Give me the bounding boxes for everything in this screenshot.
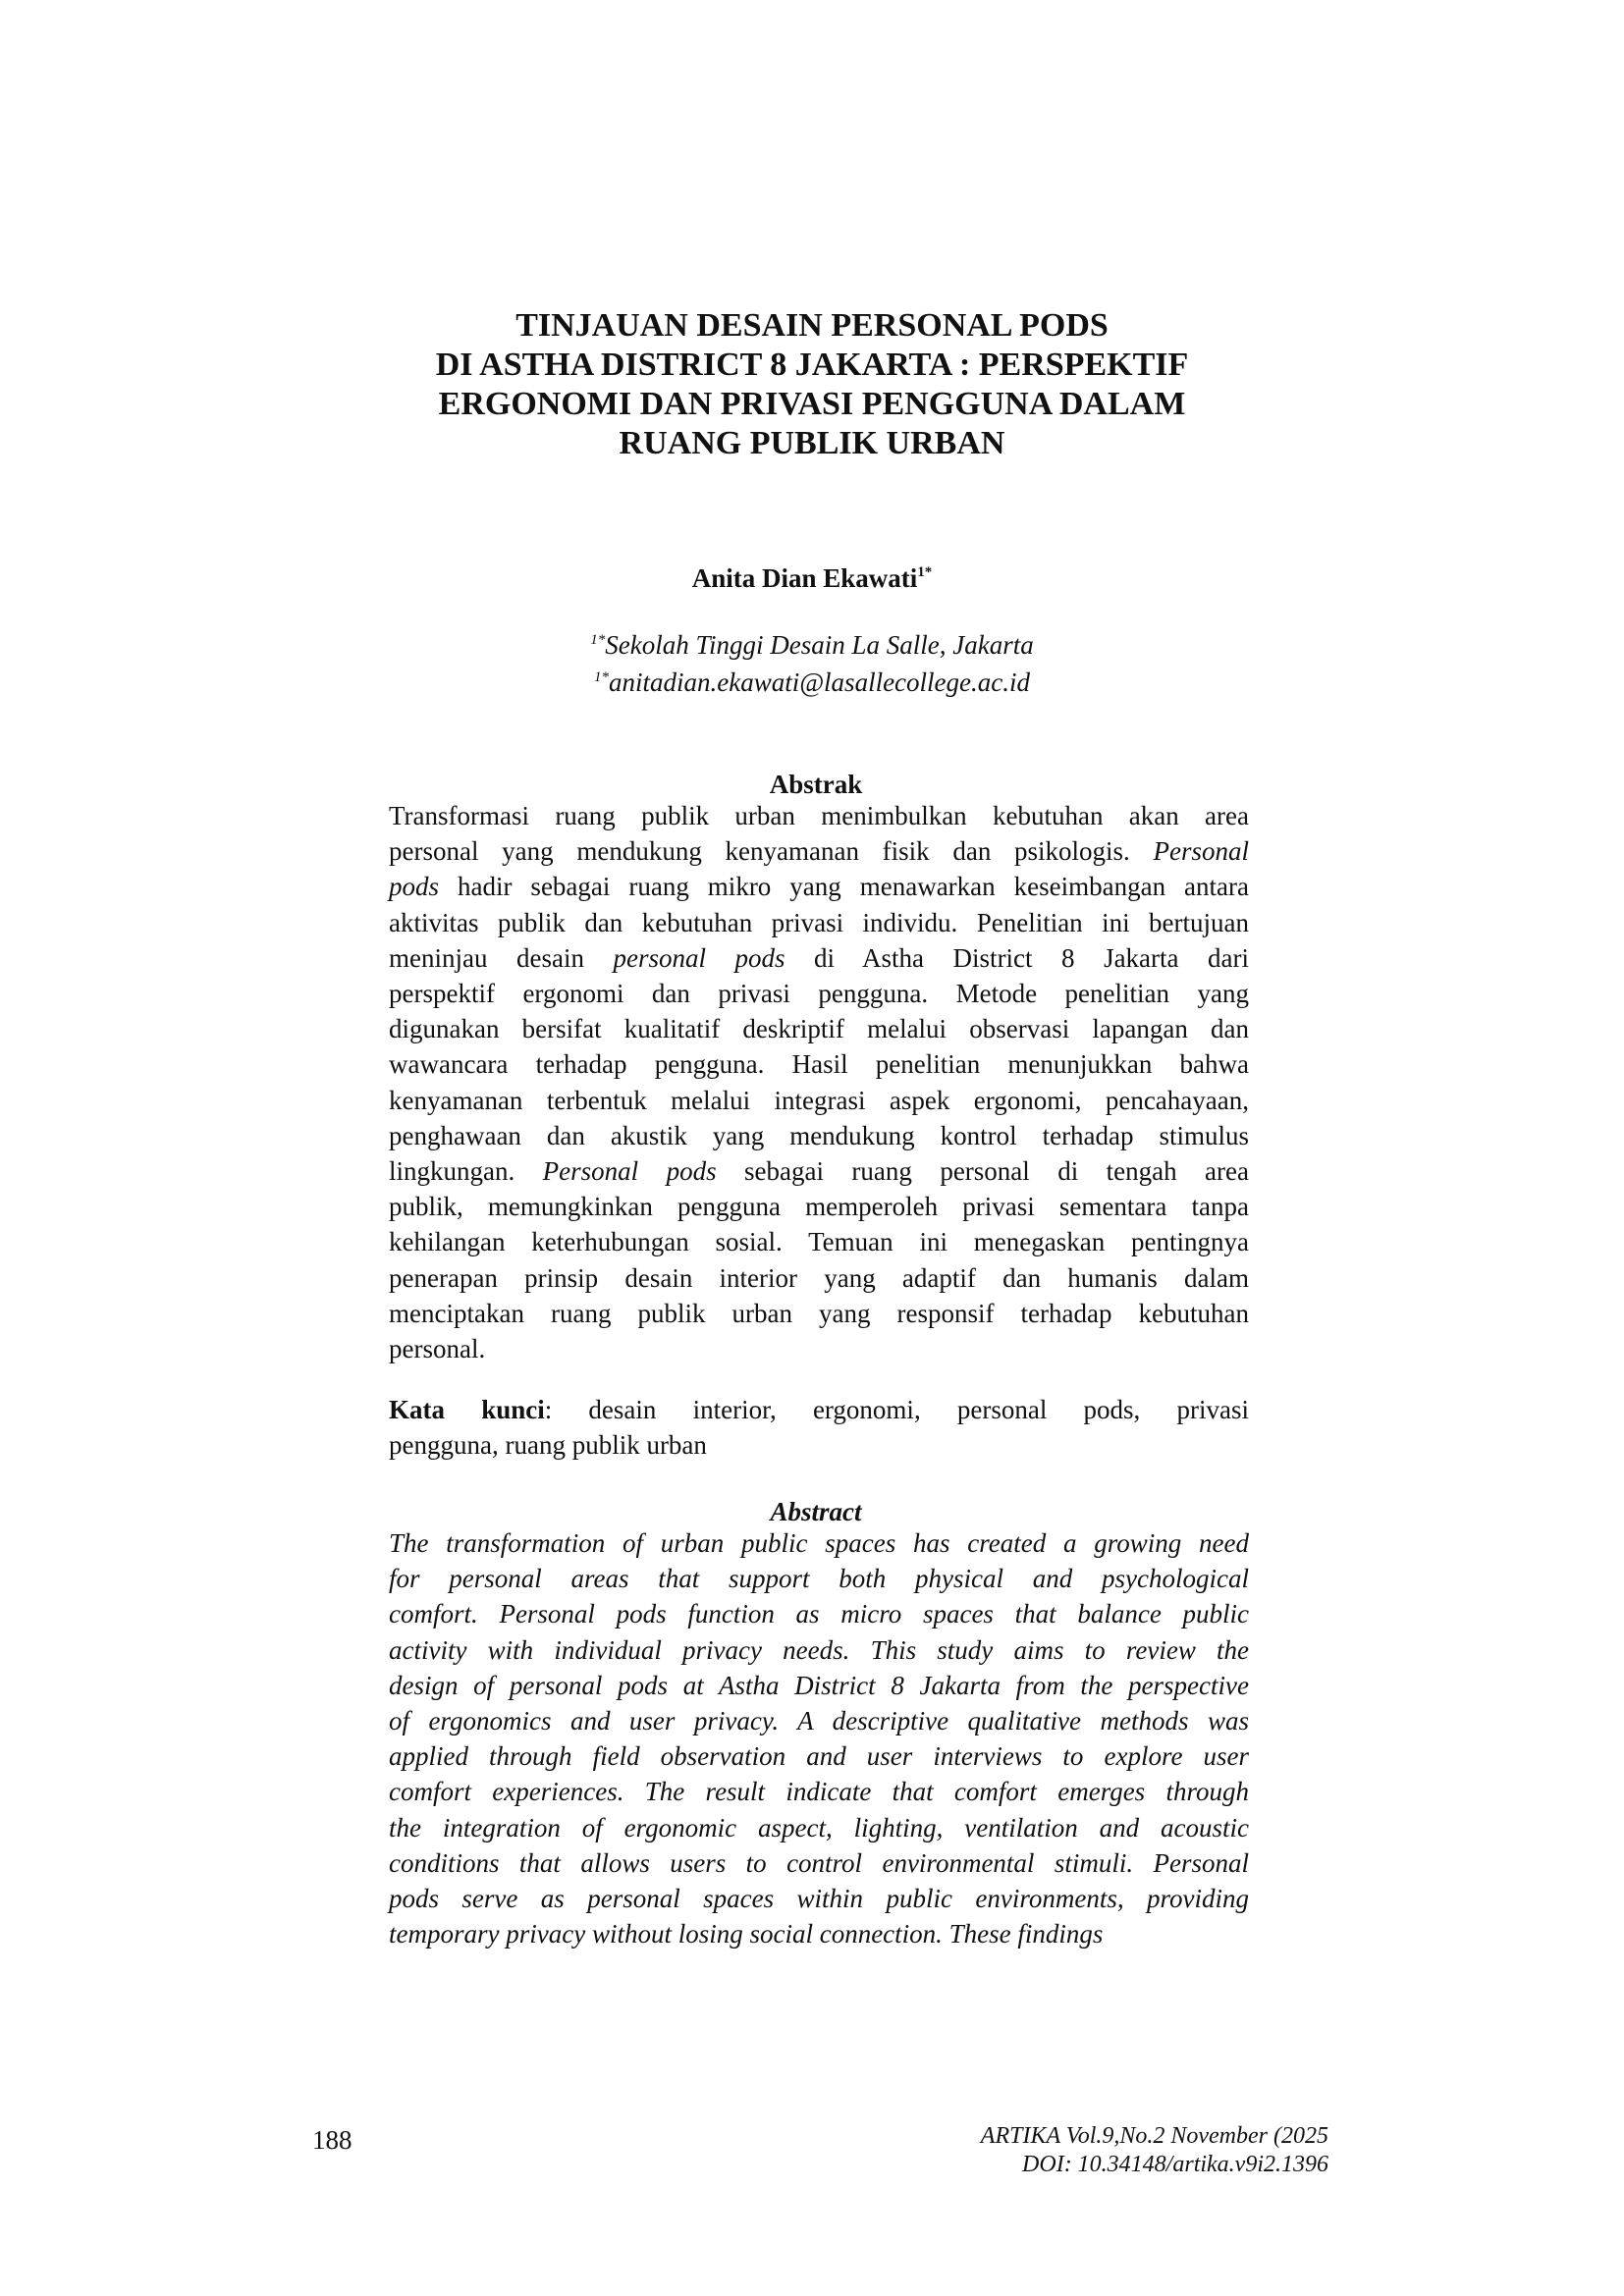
abstract-line: temporary privacy without losing social connection. These findings: [389, 1919, 1104, 1949]
abstrak-line: personal yang mendukung kenyamanan fisik dan psikologis. Personal: [389, 836, 1249, 867]
author: [295, 562, 1329, 594]
abstrak-line: menciptakan ruang publik urban yang responsif terhadap kebutuhan: [389, 1298, 1249, 1328]
abstrak-line: pods hadir sebagai ruang mikro yang menawarkan keseimbangan antara: [389, 872, 1249, 902]
abstract-line: the integration of ergonomic aspect, lighting, ventilation and acoustic: [389, 1812, 1249, 1842]
journal-issue: ARTIKA Vol.9,No.2 November (2025: [980, 2123, 1328, 2149]
affiliation-mark: 1*: [590, 632, 606, 648]
affiliation-email-line: [295, 664, 1329, 701]
abstrak-line: digunakan bersifat kualitatif deskriptif melalui observasi lapangan dan: [389, 1014, 1249, 1044]
abstract-line: conditions that allows users to control environmental stimuli. Personal: [389, 1847, 1249, 1878]
affiliation-institution-line: [295, 626, 1329, 664]
italic-term: Personal pods: [542, 1156, 717, 1187]
abstrak-line: wawancara terhadap pengguna. Hasil penelitian menunjukkan bahwa: [389, 1049, 1249, 1080]
author-email: anitadian.ekawati@lasallecollege.ac.id: [608, 667, 1030, 697]
doi: DOI: 10.34148/artika.v9i2.1396: [1022, 2152, 1328, 2177]
abstract-line: design of personal pods at Astha District 8 Jakarta from the perspective: [389, 1670, 1249, 1700]
keywords-line: [389, 1392, 1249, 1427]
title-line: ERGONOMI DAN PRIVASI PENGGUNA DALAM: [438, 386, 1186, 422]
abstrak-body: [389, 798, 1249, 1366]
abstract-heading: Abstract: [770, 1497, 862, 1526]
journal-footer: [981, 2122, 1328, 2179]
title-line: DI ASTHA DISTRICT 8 JAKARTA : PERSPEKTIF: [435, 347, 1189, 383]
abstrak-line: perspektif ergonomi dan privasi pengguna. Metode penelitian yang: [389, 979, 1249, 1009]
author-name: Anita Dian Ekawati: [691, 563, 918, 593]
email-mark: 1*: [593, 669, 609, 685]
keywords: [389, 1392, 1249, 1463]
affiliation-block: [295, 626, 1329, 701]
keywords-line: pengguna, ruang publik urban: [389, 1430, 707, 1460]
abstrak-line: lingkungan. Personal pods sebagai ruang personal di tengah area: [389, 1156, 1249, 1187]
abstrak-line: kenyamanan terbentuk melalui integrasi aspek ergonomi, pencahayaan,: [389, 1085, 1249, 1115]
abstract-line: for personal areas that support both physical and psychological: [389, 1564, 1249, 1594]
abstract-line: comfort experiences. The result indicate that comfort emerges through: [389, 1777, 1249, 1807]
title-line: RUANG PUBLIK URBAN: [619, 425, 1005, 461]
abstract-line: The transformation of urban public spaces has created a growing need: [389, 1528, 1249, 1558]
abstract-line: pods serve as personal spaces within public environments, providing: [389, 1884, 1249, 1914]
abstrak-line: publik, memungkinkan pengguna memperoleh privasi sementara tanpa: [389, 1192, 1249, 1222]
abstrak-line: personal.: [389, 1334, 486, 1364]
abstract-line: comfort. Personal pods function as micro spaces that balance public: [389, 1599, 1249, 1629]
abstrak-line: penghawaan dan akustik yang mendukung kontrol terhadap stimulus: [389, 1120, 1249, 1150]
affiliation-institution: Sekolah Tinggi Desain La Salle, Jakarta: [605, 630, 1034, 660]
keywords-text: : desain interior, ergonomi, personal pods, privasi: [544, 1395, 1249, 1424]
paper-title: [295, 306, 1329, 463]
abstrak-line: aktivitas publik dan kebutuhan privasi individu. Penelitian ini bertujuan: [389, 907, 1249, 937]
author-mark: 1*: [917, 564, 933, 580]
italic-term: Personal: [1153, 836, 1249, 867]
abstract-body: [389, 1525, 1249, 1951]
italic-term: personal pods: [613, 942, 785, 973]
italic-term: pods: [389, 872, 440, 902]
keywords-label: Kata kunci: [389, 1395, 545, 1424]
abstract-line: applied through field observation and user interviews to explore user: [389, 1741, 1249, 1772]
abstract-line: activity with individual privacy needs. This study aims to review the: [389, 1634, 1249, 1665]
abstrak-line: meninjau desain personal pods di Astha District 8 Jakarta dari: [389, 942, 1250, 973]
page-number: 188: [312, 2125, 352, 2155]
abstrak-line: Transformasi ruang publik urban menimbulkan kebutuhan akan area: [389, 801, 1249, 830]
abstrak-line: penerapan prinsip desain interior yang adaptif dan humanis dalam: [389, 1262, 1249, 1293]
abstract-line: of ergonomics and user privacy. A descriptive qualitative methods was: [389, 1706, 1249, 1736]
title-line: TINJAUAN DESAIN PERSONAL PODS: [515, 307, 1109, 344]
abstrak-line: kehilangan keterhubungan sosial. Temuan ini menegaskan pentingnya: [389, 1227, 1249, 1257]
abstrak-heading: Abstrak: [769, 770, 863, 799]
